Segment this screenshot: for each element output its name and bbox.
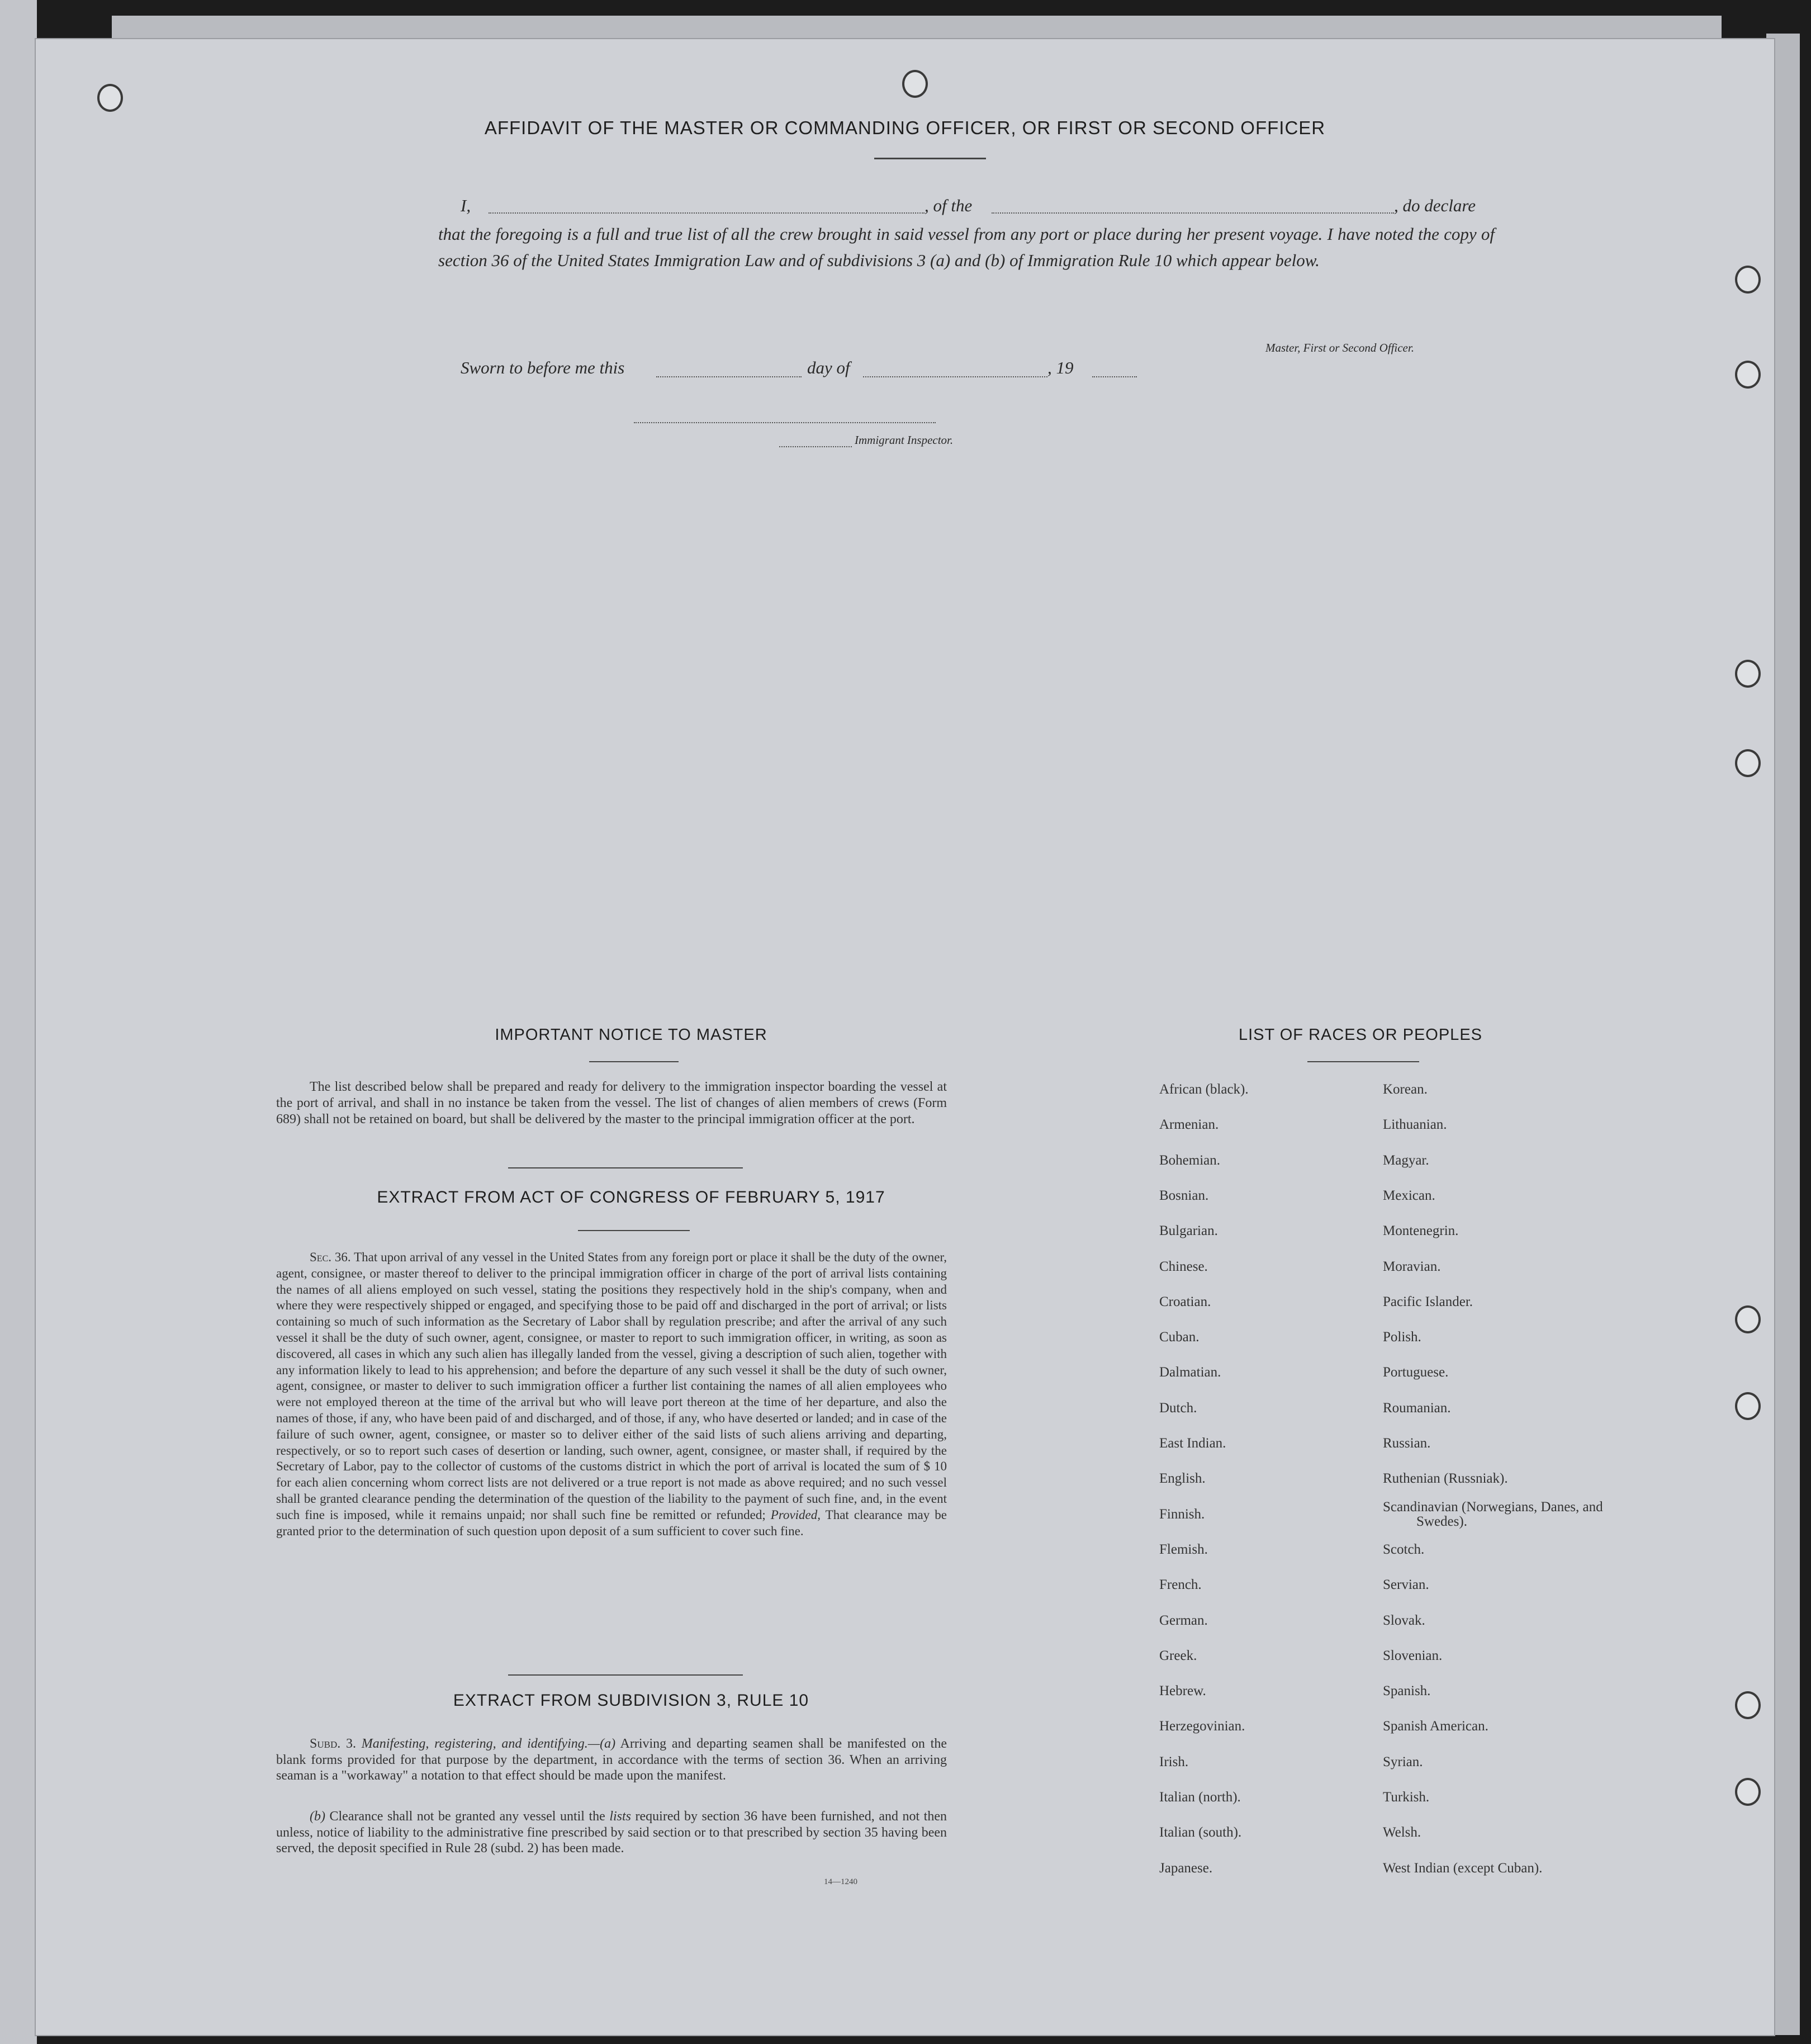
race-item: Italian (north). bbox=[1159, 1790, 1241, 1805]
punch-hole-icon bbox=[1735, 266, 1761, 294]
race-item: Spanish. bbox=[1383, 1683, 1431, 1699]
act-body: That upon arrival of any vessel in the United States from any foreign port or place it shall be the duty of the owner, agent, consignee, or master thereof to deliver to the principal immigration officer in charge of the port of arrival lists containing the names of all aliens employed on such vessel, stating the positions they respectively hold in the ship's company, when and where they were respectively shipped or engaged, and specifying those to be paid off and discharged in the port of arrival; or lists containing so much of such information as the Secretary of Labor shall by regulation prescribe; and after the arrival of any such vessel it shall be the duty of such owner, agent, consignee, or master to report to such immigration officer, in writing, as soon as discovered, all cases in which any such alien has illegally landed from the vessel, giving a description of such alien, together with any information likely to lead to his apprehension; and before the departure of any such vessel it shall be the duty of such owner, agent, consignee, or master to deliver to such immigration officer a further list containing the names of all alien employees who were not employed thereon at the time of the arrival but who will leave port thereon at the time of her departure, and also the names of those, if any, who have been paid of and discharged, and of those, if any, who have deserted or landed; and in case of the failure of such owner, agent, consignee, or master so to deliver either of the said lists of such aliens arriving and departing, respectively, or so to report such cases of desertion or landing, such owner, agent, consignee, or master shall, if required by the Secretary of Labor, pay to the collector of customs of the customs district in which the port of arrival is located the sum of $ 10 for each alien concerning whom correct lists are not delivered or a true report is not made as above required; and no such vessel shall be granted clearance pending the determination of the question of the liability to the payment of such fine, and, in the event such fine is imposed, while it remains unpaid; nor shall such fine be remitted or refunded; bbox=[276, 1250, 947, 1522]
race-item: Chinese. bbox=[1159, 1258, 1208, 1274]
vessel-blank[interactable] bbox=[992, 212, 1394, 214]
race-item: Lithuanian. bbox=[1383, 1117, 1447, 1133]
punch-hole-icon bbox=[902, 70, 928, 98]
race-item: Welsh. bbox=[1383, 1825, 1421, 1840]
act-sec-label: Sec. 36. bbox=[310, 1250, 351, 1264]
race-item: Russian. bbox=[1383, 1436, 1431, 1451]
inspector-caption: Immigrant Inspector. bbox=[855, 433, 954, 447]
race-item: West Indian (except Cuban). bbox=[1383, 1860, 1543, 1876]
punch-hole-icon bbox=[1735, 1392, 1761, 1420]
act-title: EXTRACT FROM ACT OF CONGRESS OF FEBRUARY 5, 1917 bbox=[377, 1188, 885, 1206]
rule10-subd-b bbox=[276, 1809, 947, 1857]
race-item: Pacific Islander. bbox=[1383, 1294, 1473, 1309]
race-item: Irish. bbox=[1159, 1754, 1189, 1769]
sworn-prefix: Sworn to before me this bbox=[461, 358, 625, 377]
b-body-1: Clearance shall not be granted any vessel until the bbox=[329, 1809, 605, 1824]
b-body-2: required by section 36 have been furnished, and not then unless, notice of liability to the administrative fine prescribed by said section or to that prescribed by section 35 having been served, the deposit specified in Rule 28 (subd. 2) has been made. bbox=[276, 1809, 947, 1856]
race-item: Slovak. bbox=[1383, 1612, 1425, 1628]
race-item: Croatian. bbox=[1159, 1294, 1211, 1309]
race-item: Scandinavian (Norwegians, Danes, and Swedes). bbox=[1383, 1499, 1603, 1529]
notice-body: The list described below shall be prepared and ready for delivery to the immigration inspector boarding the vessel at the port of arrival, and shall in no instance be taken from the vessel. The list of changes of alien members of crews (Form 689) shall not be retained on board, but shall be delivered by the master to the principal immigration officer at the port. bbox=[276, 1080, 947, 1127]
race-item: Moravian. bbox=[1383, 1258, 1441, 1274]
race-item: African (black). bbox=[1159, 1082, 1249, 1097]
race-item: Magyar. bbox=[1383, 1152, 1429, 1168]
b-label: (b) bbox=[310, 1809, 325, 1824]
inspector-caption-lead bbox=[779, 446, 852, 447]
affidavit-do-declare-label: , do declare bbox=[1394, 196, 1476, 215]
punch-hole-icon bbox=[1735, 1778, 1761, 1806]
act-section-36 bbox=[276, 1250, 947, 1539]
race-item: Japanese. bbox=[1159, 1860, 1213, 1876]
race-item: Korean. bbox=[1383, 1082, 1428, 1097]
race-item: Portuguese. bbox=[1383, 1365, 1449, 1380]
subd-label: Subd. 3. bbox=[310, 1737, 356, 1751]
race-item: Bulgarian. bbox=[1159, 1223, 1218, 1239]
race-item: Montenegrin. bbox=[1383, 1223, 1459, 1239]
race-item: Flemish. bbox=[1159, 1541, 1208, 1557]
race-item: Mexican. bbox=[1383, 1187, 1435, 1203]
race-item: Ruthenian (Russniak). bbox=[1383, 1471, 1508, 1487]
race-item: German. bbox=[1159, 1612, 1208, 1628]
signature-caption: Master, First or Second Officer. bbox=[1265, 341, 1414, 354]
punch-hole-icon bbox=[1735, 1305, 1761, 1333]
race-item: Polish. bbox=[1383, 1329, 1421, 1345]
rule10-subd-3 bbox=[276, 1736, 947, 1784]
race-item: Dalmatian. bbox=[1159, 1365, 1221, 1380]
subd-heading: Manifesting, registering, and identifying.—(a) bbox=[361, 1737, 616, 1751]
name-blank[interactable] bbox=[489, 212, 925, 214]
act-body-end: That clearance may be granted prior to the determination of such question upon deposit of a sum sufficient to cover such fine. bbox=[276, 1507, 947, 1538]
affidavit-of-the-label: , of the bbox=[925, 196, 973, 215]
race-item: East Indian. bbox=[1159, 1436, 1226, 1451]
race-item: French. bbox=[1159, 1577, 1202, 1593]
left-margin bbox=[0, 0, 37, 2044]
race-item: Scotch. bbox=[1383, 1541, 1425, 1557]
form-number: 14—1240 bbox=[824, 1877, 857, 1886]
race-item: Italian (south). bbox=[1159, 1825, 1242, 1840]
rule10-title: EXTRACT FROM SUBDIVISION 3, RULE 10 bbox=[453, 1691, 809, 1710]
punch-hole-icon bbox=[1735, 660, 1761, 688]
punch-hole-icon bbox=[1735, 749, 1761, 777]
race-item: Bohemian. bbox=[1159, 1152, 1221, 1168]
title-divider bbox=[874, 158, 986, 159]
race-item: Bosnian. bbox=[1159, 1187, 1209, 1203]
race-item: Herzegovinian. bbox=[1159, 1719, 1245, 1734]
month-blank[interactable] bbox=[863, 376, 1047, 377]
punch-hole-icon bbox=[1735, 1691, 1761, 1719]
races-divider bbox=[1307, 1061, 1419, 1062]
punch-hole-icon bbox=[1735, 361, 1761, 389]
act-divider bbox=[578, 1230, 690, 1231]
affidavit-title: AFFIDAVIT OF THE MASTER OR COMMANDING OFFICER, OR FIRST OR SECOND OFFICER bbox=[484, 117, 1326, 138]
races-title: LIST OF RACES OR PEOPLES bbox=[1238, 1026, 1483, 1044]
race-item: Greek. bbox=[1159, 1648, 1197, 1663]
act-provided: Provided, bbox=[770, 1507, 821, 1522]
affidavit-body: that the foregoing is a full and true list of all the crew brought in said vessel from any port or place during her present voyage. I have noted the copy of section 36 of the United States Immigration Law and of subdivisions 3 (a) and (b) of Immigration Rule 10 which appear below. bbox=[438, 224, 1495, 270]
section-divider bbox=[508, 1674, 743, 1676]
race-item: Dutch. bbox=[1159, 1400, 1197, 1416]
race-item: Servian. bbox=[1383, 1577, 1429, 1593]
race-item: Armenian. bbox=[1159, 1117, 1219, 1133]
race-item: English. bbox=[1159, 1471, 1206, 1487]
race-item: Spanish American. bbox=[1383, 1719, 1488, 1734]
race-item: Hebrew. bbox=[1159, 1683, 1206, 1699]
notice-title: IMPORTANT NOTICE TO MASTER bbox=[495, 1026, 767, 1044]
affidavit-i-label: I, bbox=[461, 196, 471, 215]
subd-body: Arriving and departing seamen shall be manifested on the blank forms provided for that purpose by the department, in accordance with the terms of section 36. When an arriving seaman is a "workaway" a notation to that effect should be made upon the manifest. bbox=[276, 1737, 947, 1783]
race-item: Syrian. bbox=[1383, 1754, 1423, 1769]
inspector-signature-blank[interactable] bbox=[634, 422, 936, 423]
day-blank[interactable] bbox=[656, 376, 802, 377]
race-item: Turkish. bbox=[1383, 1790, 1430, 1805]
sworn-year: , 19 bbox=[1047, 358, 1074, 377]
race-item: Cuban. bbox=[1159, 1329, 1200, 1345]
punch-hole-icon bbox=[97, 84, 123, 112]
b-lists: lists bbox=[609, 1809, 631, 1824]
year-blank[interactable] bbox=[1092, 376, 1137, 377]
race-item: Slovenian. bbox=[1383, 1648, 1443, 1663]
race-item: Finnish. bbox=[1159, 1506, 1205, 1522]
race-item: Roumanian. bbox=[1383, 1400, 1451, 1416]
document-page bbox=[36, 39, 1774, 2035]
section-divider bbox=[508, 1167, 743, 1168]
sworn-day-of: day of bbox=[807, 358, 850, 377]
notice-divider bbox=[589, 1061, 679, 1062]
